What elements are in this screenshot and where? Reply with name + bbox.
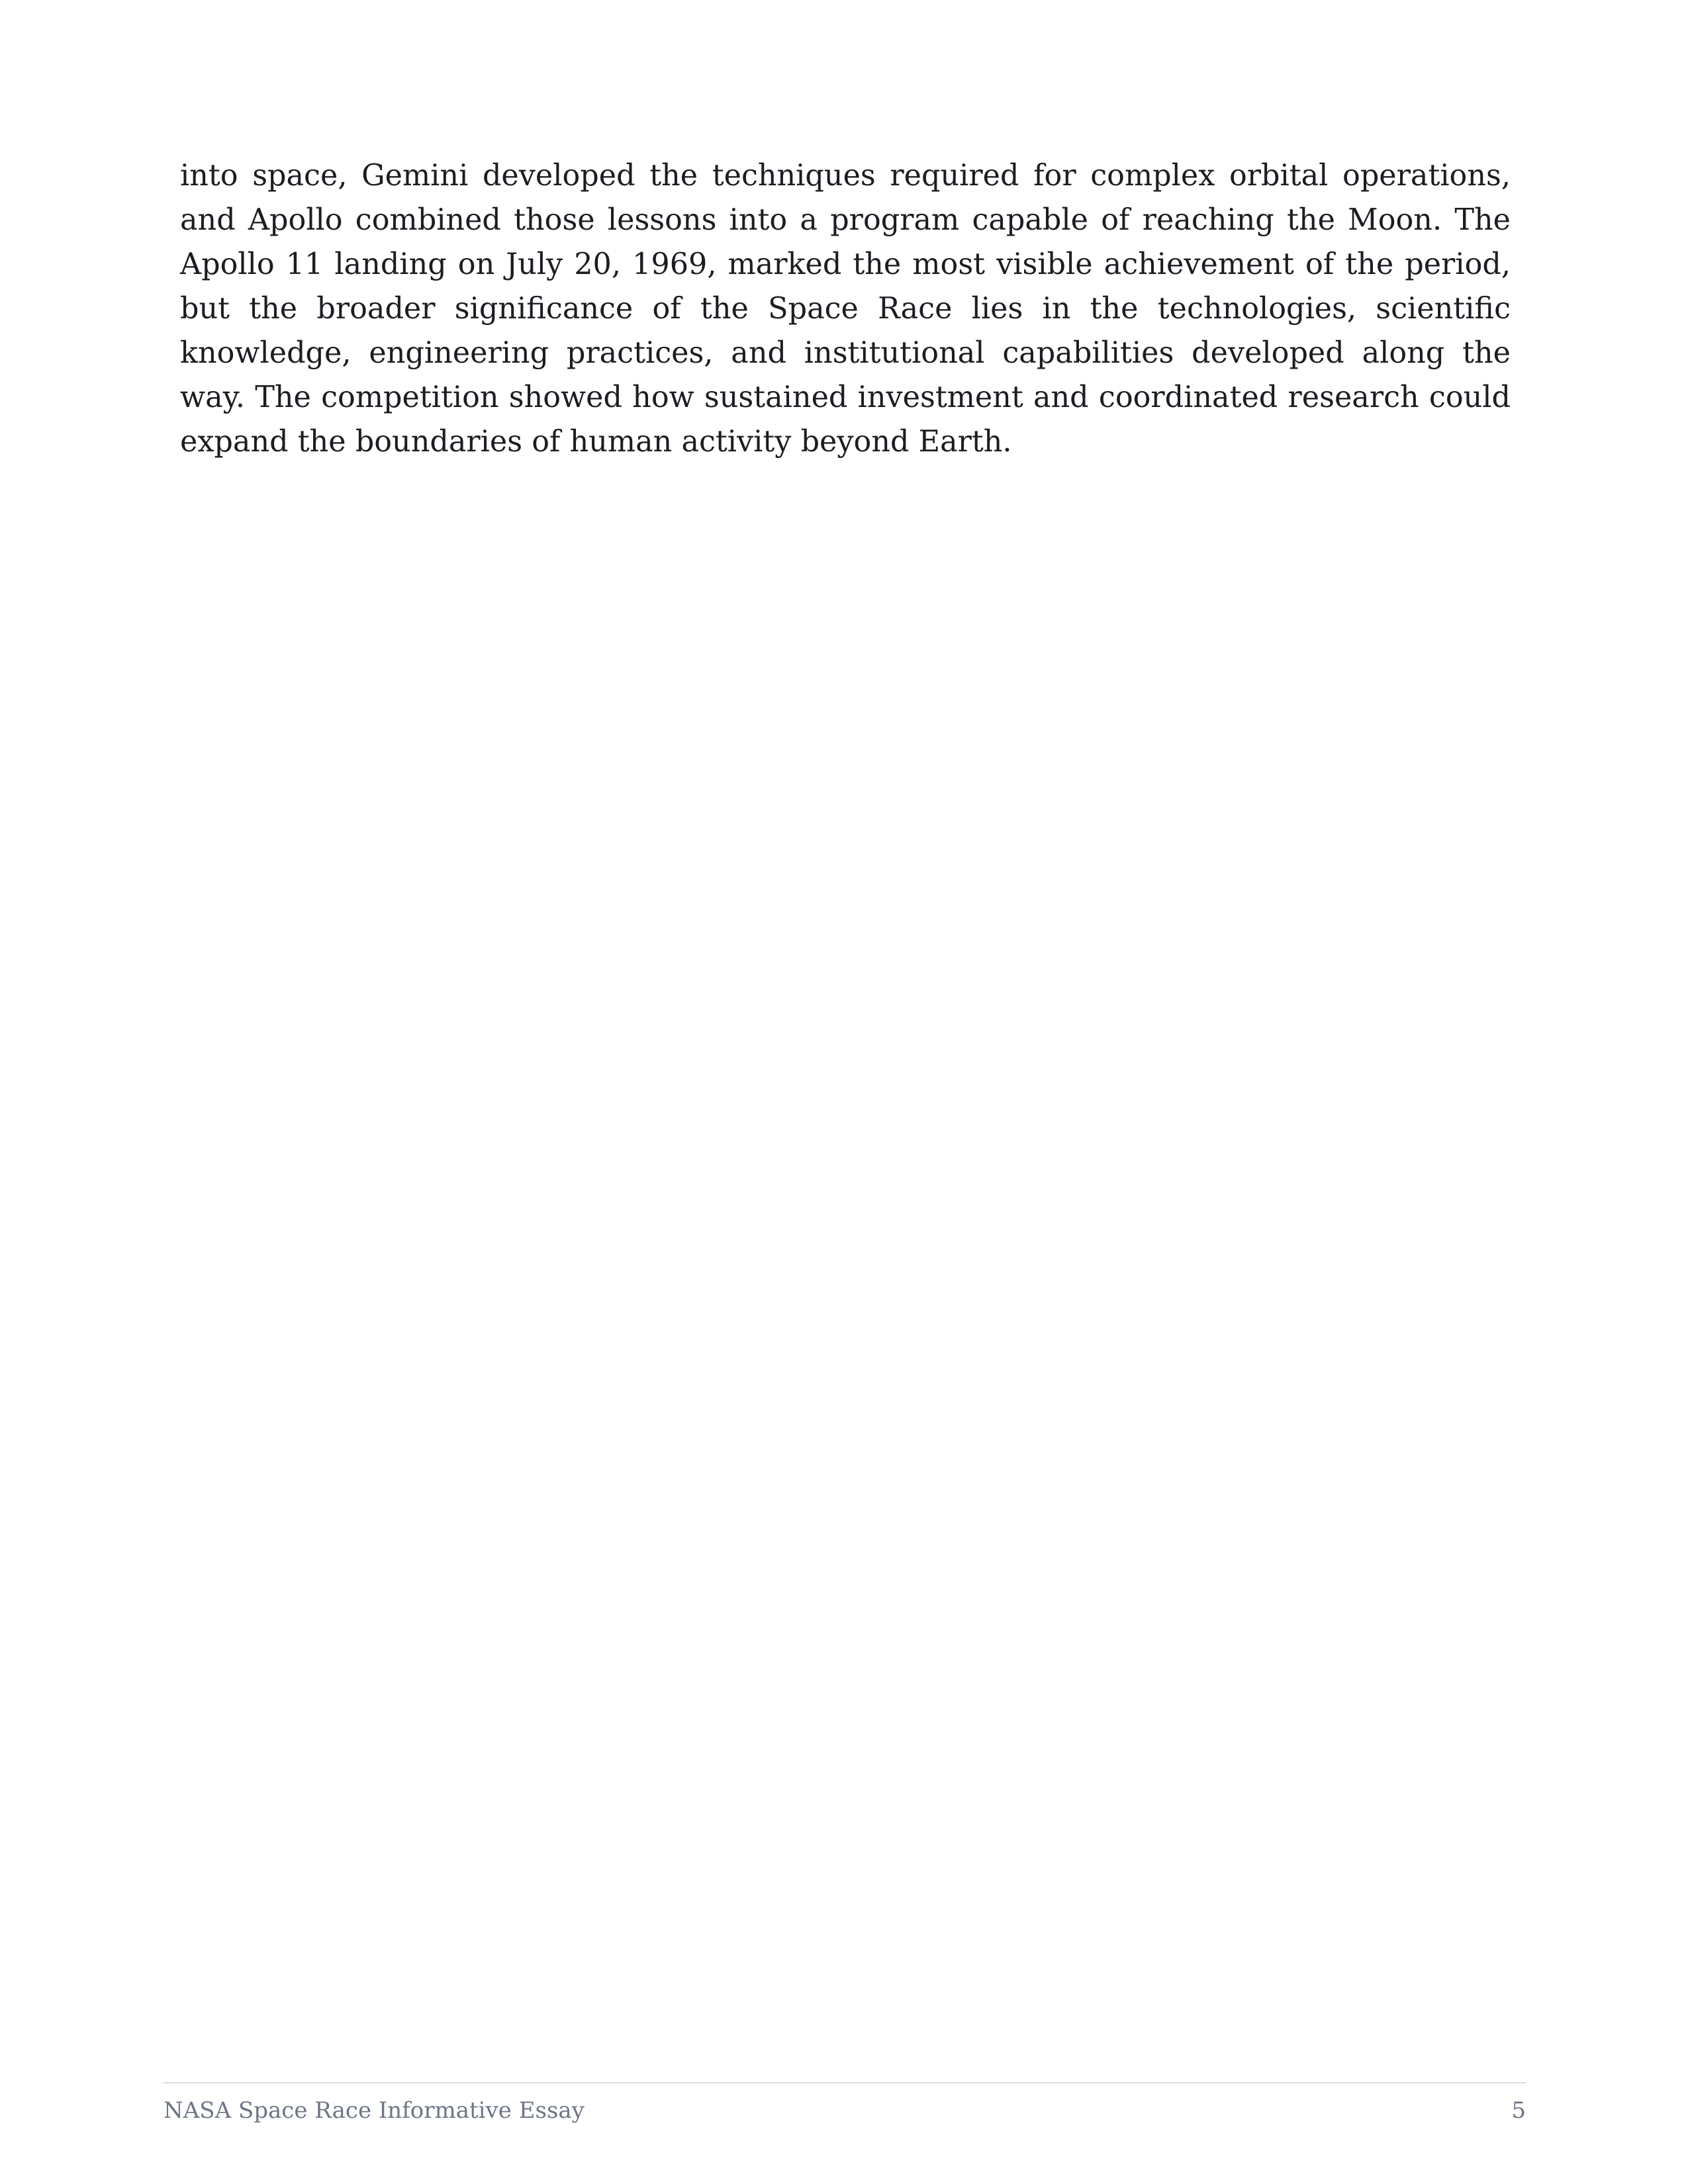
body-paragraph: into space, Gemini developed the techniques required for complex orbital operations, and Apollo combined those lessons into a program capable of reaching the Moon. The Apollo 11 landing on July 20, 1969, marked the most visible achievement of the period, but the broader significance of the Space Race lies in the technologies, scientific knowledge, engineering practices, and institutional capabilities developed along the way. The competition showed how sustained investment and coordinated research could expand the boundaries of human activity beyond Earth. xyxy=(180,159,1511,459)
footer-document-title: NASA Space Race Informative Essay xyxy=(164,2097,585,2124)
footer-divider xyxy=(164,2082,1526,2083)
footer-page-number: 5 xyxy=(1511,2097,1526,2124)
